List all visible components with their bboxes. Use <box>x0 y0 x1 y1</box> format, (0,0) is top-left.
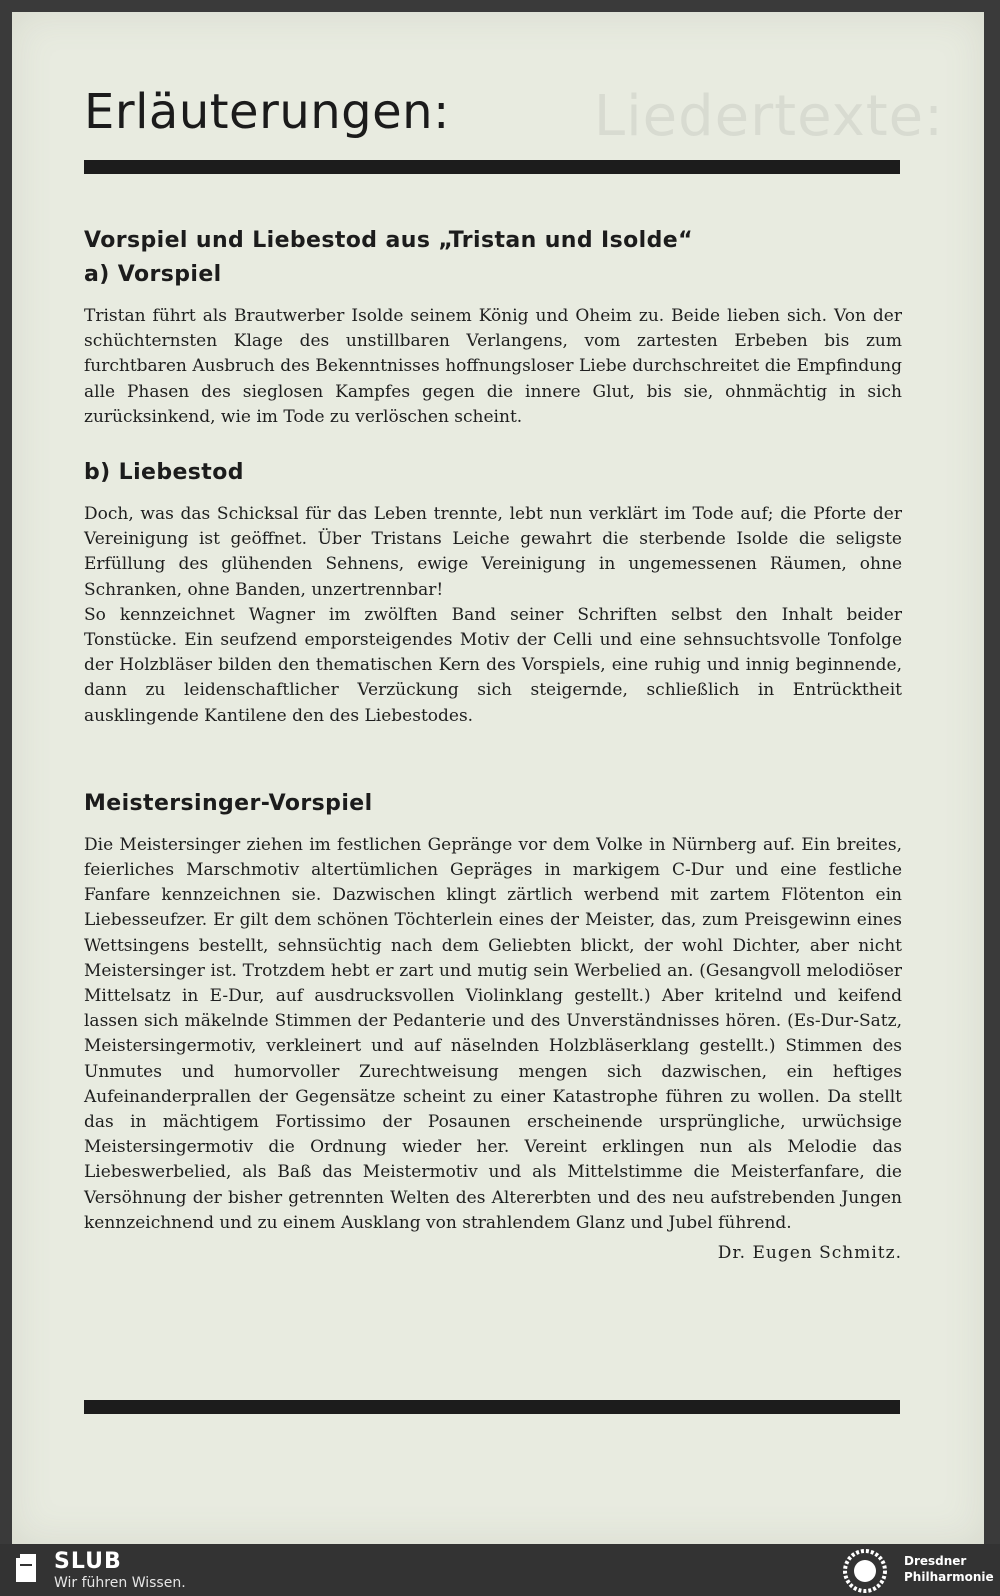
philharmonie-logo-icon <box>842 1548 888 1594</box>
document-page <box>12 12 984 1544</box>
paragraph-vorspiel: Tristan führt als Brautwerber Isolde seinem König und Oheim zu. Beide lieben sich. Von der schüchternsten Klage des unstillbaren Verlangens, vom zartesten Erbeben bis zum furchtbaren Ausbruch des Bekenntnisses hoffnungsloser Liebe durchschreitet die Empfindung alle Phasen des sieglosen Kampfes gegen die innere Glut, bis sie, ohnmächtig in sich zurücksinkend, wie im Tode zu verlöschen scheint. <box>84 306 902 427</box>
philharmonie-line2: Philharmonie <box>904 1570 994 1584</box>
paragraph-liebestod-2: So kennzeichnet Wagner im zwölften Band seiner Schriften selbst den Inhalt beider Tonstücke. Ein seufzend emporsteigendes Motiv der Celli und eine sehnsuchtsvolle Tonfolge der Holzbläser bilden den thematischen Kern des Vorspiels, eine ruhig und innig beginnende, dann zu leidenschaftlicher Verzückung sich steigernde, schließlich in Entrücktheit ausklingende Kantilene den des Liebestodes. <box>84 604 902 726</box>
document-body <box>84 226 902 1266</box>
paragraph-liebestod-1: Doch, was das Schicksal für das Leben trennte, lebt nun verklärt im Tode auf; die Pforte der Vereinigung ist geöffnet. Über Tristans Leiche gewahrt die sterbende Isolde die seligste Erfüllung des glühenden Sehnens, ewige Vereinigung in ungemessenen Räumen, ohne Schranken, ohne Banden, unzertrennbar! <box>84 504 902 600</box>
signature: Dr. Eugen Schmitz. <box>717 1243 902 1264</box>
section-heading-meistersinger: Meistersinger-Vorspiel <box>84 790 373 816</box>
subsection-heading-vorspiel: a) Vorspiel <box>84 262 222 287</box>
paragraph-meistersinger: Die Meistersinger ziehen im festlichen Gepränge vor dem Volke in Nürnberg auf. Ein breites, feierliches Marschmotiv altertümlichen Gepräges in markigem C-Dur und eine festliche Fanfare kennzeichnen sie. Dazwischen klingt zärtlich werbend mit zartem Flötenton ein Liebesseufzer. Er gilt dem schönen Töchterlein eines der Meister, das, zum Preisgewinn eines Wettsingens bestellt, sehnsüchtig nach dem Geliebten blickt, der wohl Dichter, aber nicht Meistersinger ist. Trotzdem hebt er zart und mutig sein Werbelied an. (Gesangvoll melodiöser Mittelsatz in E-Dur, auf ausdrucksvollen Violinklang gestellt.) Aber kritelnd und keifend lassen sich mäkelnde Stimmen der Pedanterie und des Unverständnisses hören. (Es-Dur-Satz, Meistersingermotiv, verkleinert und auf näselnden Holzbläserklang gestellt.) Stimmen des Unmutes und humorvoller Zurechtweisung mengen sich dazwischen, ein heftiges Aufeinanderprallen der Gegensätze scheint zu einer Katastrophe führen zu wollen. Da stellt das in mächtigem Fortissimo der Posaunen erscheinende ursprüngliche, urwüchsige Meistersingermotiv die Ordnung wieder her. Vereint erklingen nun als Melodie das Liebeswerbelied, als Baß das Meistermotiv und als Mittelstimme die Meisterfanfare, die Versöhnung der bisher getrennten Welten des Altererbten und des neu aufstrebenden Jungen kennzeichnend und zu einem Ausklang von strahlendem Glanz und Jubel führend. <box>84 834 902 1233</box>
bottom-divider <box>84 1400 900 1414</box>
slub-name: SLUB <box>54 1549 122 1574</box>
philharmonie-line1: Dresdner <box>904 1554 967 1568</box>
section-heading-tristan: Vorspiel und Liebestod aus „Tristan und Isolde“ <box>84 228 693 253</box>
top-divider <box>84 160 900 174</box>
bleed-through-text: Liedertexte: <box>593 84 944 149</box>
slub-tagline: Wir führen Wissen. <box>54 1575 186 1591</box>
slub-logo-icon <box>14 1554 38 1584</box>
subsection-heading-liebestod: b) Liebestod <box>84 460 244 486</box>
philharmonie-name <box>904 1553 994 1585</box>
footer-bar <box>0 1544 1000 1596</box>
page-title: Erläuterungen: <box>84 84 450 140</box>
